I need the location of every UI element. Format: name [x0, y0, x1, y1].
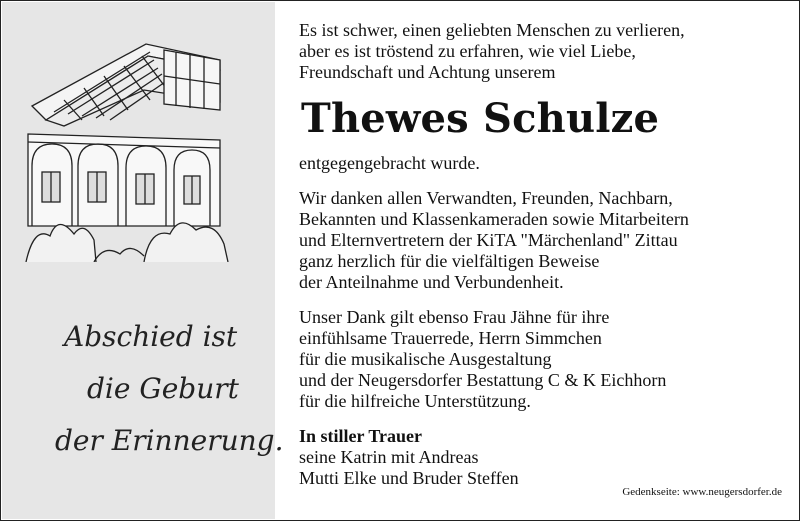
thanks-1-line-4: ganz herzlich für die vielfältigen Beweise — [299, 251, 600, 271]
mourning-title: In stiller Trauer — [299, 426, 422, 446]
thanks-2-line-4: und der Neugersdorfer Bestattung C & K Eichhorn — [299, 370, 667, 390]
memorial-page-link[interactable]: Gedenkseite: www.neugersdorfer.de — [622, 486, 782, 498]
left-panel — [2, 2, 284, 519]
thanks-2-line-2: einfühlsame Trauerrede, Herrn Simmchen — [299, 328, 602, 348]
thanks-2-line-3: für die musikalische Ausgestaltung — [299, 349, 552, 369]
quote-line-3: der Erinnerung. — [55, 424, 284, 457]
thanks-1-line-2: Bekannten und Klassenkameraden sowie Mitarbeitern — [299, 209, 689, 229]
mourner-line-1: seine Katrin mit Andreas — [299, 447, 479, 467]
quote-line-1: Abschied ist — [64, 320, 238, 353]
thanks-1-line-5: der Anteilnahme und Verbundenheit. — [299, 272, 564, 292]
thanks-2-line-5: für die hilfreiche Unterstützung. — [299, 391, 531, 411]
thanks-1-line-1: Wir danken allen Verwandten, Freunden, Nachbarn, — [299, 188, 673, 208]
intro-line-2: aber es ist tröstend zu erfahren, wie viel Liebe, — [299, 41, 636, 61]
after-name-line: entgegengebracht wurde. — [299, 153, 480, 173]
thanks-2-line-1: Unser Dank gilt ebenso Frau Jähne für ihre — [299, 307, 610, 327]
mourner-line-2: Mutti Elke und Bruder Steffen — [299, 468, 519, 488]
intro-line-1: Es ist schwer, einen geliebten Menschen zu verlieren, — [299, 20, 685, 40]
deceased-name: Thewes Schulze — [301, 95, 660, 142]
quote-line-2: die Geburt — [87, 372, 239, 405]
building-illustration — [24, 30, 236, 262]
thanks-1-line-3: und Elternvertretern der KiTA "Märchenland" Zittau — [299, 230, 678, 250]
notice-text — [299, 20, 779, 489]
intro-line-3: Freundschaft und Achtung unserem — [299, 62, 556, 82]
